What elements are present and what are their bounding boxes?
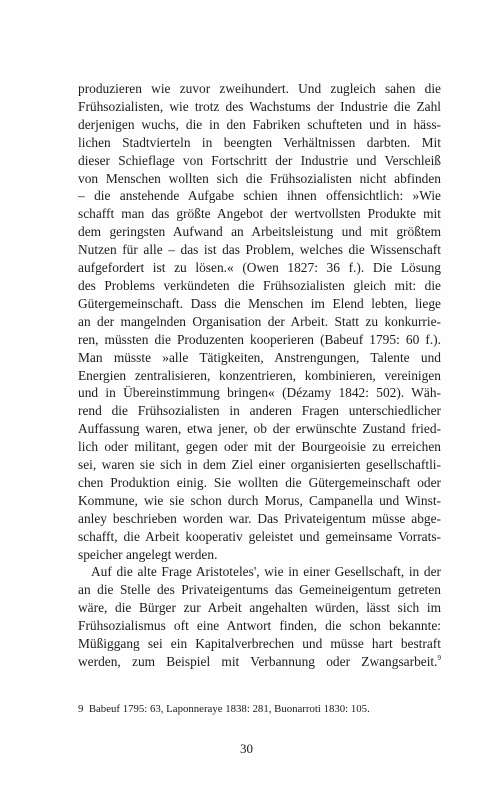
text-line: sei, waren sie sich in dem Ziel einer organisierten gesellschaftli- — [78, 457, 441, 473]
text-line: Müßiggang sei ein Kapitalverbrechen und müsse hart bestraft — [78, 636, 441, 652]
body-text — [78, 80, 441, 671]
text-line: dieser Schieflage von Fortschritt der Industrie und Verschleiß — [78, 152, 441, 168]
text-line: rend die Frühsozialisten in anderen Fragen unterschiedlicher — [78, 403, 441, 419]
text-line: ren, müssten die Produzenten kooperieren (Babeuf 1795: 60 f.). — [78, 331, 441, 347]
text-line: Auffassung waren, etwa jener, ob der erwünschte Zustand fried- — [78, 421, 441, 437]
text-line: Nutzen für alle – das ist das Problem, welches die Wissenschaft — [78, 242, 441, 258]
footnote-number: 9 — [78, 703, 84, 715]
text-line: Gütergemeinschaft. Dass die Menschen im Elend lebten, liege — [78, 295, 441, 311]
footnote-text: Babeuf 1795: 63, Laponneraye 1838: 281, Buonarroti 1830: 105. — [88, 703, 370, 715]
text-line: und in Übereinstimmung bringen« (Dézamy 1842: 502). Wäh- — [78, 385, 441, 401]
text-line: schafft man das größte Angebot der wertvollsten Produkte mit — [78, 206, 441, 222]
text-line: an der mangelnden Organisation der Arbeit. Statt zu konkurrie- — [78, 313, 441, 329]
text-line: derjenigen wuchs, die in den Fabriken schufteten und in häss- — [78, 116, 441, 132]
text-line: schafft, die Arbeit kooperativ geleistet und gemeinsame Vorrats- — [78, 528, 441, 544]
text-line: Man müsste »alle Tätigkeiten, Anstrengungen, Talente und — [78, 349, 441, 365]
text-line: von Menschen wollten sich die Frühsozialisten nicht abfinden — [78, 170, 441, 186]
footnote — [78, 702, 441, 716]
text-line: Auf die alte Frage Aristoteles', wie in einer Gesellschaft, in der — [91, 564, 441, 580]
text-line: Frühsozialismus oft eine Antwort finden, die schon bekannte: — [78, 618, 441, 634]
text-line: Energien zentralisieren, konzentrieren, kombinieren, vereinigen — [78, 367, 441, 383]
text-line: Kommune, wie sie schon durch Morus, Campanella und Winst- — [78, 492, 441, 508]
text-line: dem geringsten Aufwand an Arbeitsleistung und mit größtem — [78, 224, 441, 240]
text-line-content: werden, zum Beispiel mit Verbannung oder Zwangsarbeit. — [78, 654, 438, 669]
text-line: wäre, die Bürger zur Arbeit angehalten würden, lässt sich im — [78, 600, 441, 616]
text-line: – die anstehende Aufgabe schien ihnen offensichtlich: »Wie — [78, 188, 441, 204]
text-line: anley beschrieben worden war. Das Privateigentum müsse abge- — [78, 510, 441, 526]
footnote-reference[interactable]: 9 — [437, 654, 441, 662]
text-line: aufgefordert ist zu lösen.« (Owen 1827: 36 f.). Die Lösung — [78, 260, 441, 276]
text-line: des Problems verkündeten die Frühsozialisten gleich mit: die — [78, 277, 441, 293]
text-line-final — [78, 653, 441, 671]
paragraph-2 — [78, 563, 441, 670]
text-line: speicher angelegt werden. — [78, 546, 218, 562]
text-line: Frühsozialisten, wie trotz des Wachstums der Industrie die Zahl — [78, 98, 441, 114]
text-line: lichen Stadtvierteln in beengten Verhältnissen darbten. Mit — [78, 134, 441, 150]
text-line: lich oder militant, gegen oder mit der Bourgeoisie zu erreichen — [78, 439, 441, 455]
text-line: produzieren wie zuvor zweihundert. Und zugleich sahen die — [78, 81, 441, 96]
text-line: chen Produktion einig. Sie wollten die Gütergemeinschaft oder — [78, 474, 441, 490]
paragraph-1 — [78, 80, 441, 563]
text-line: an die Stelle des Privateigentums das Gemeineigentum getreten — [78, 582, 441, 598]
page-number: 30 — [240, 741, 253, 756]
